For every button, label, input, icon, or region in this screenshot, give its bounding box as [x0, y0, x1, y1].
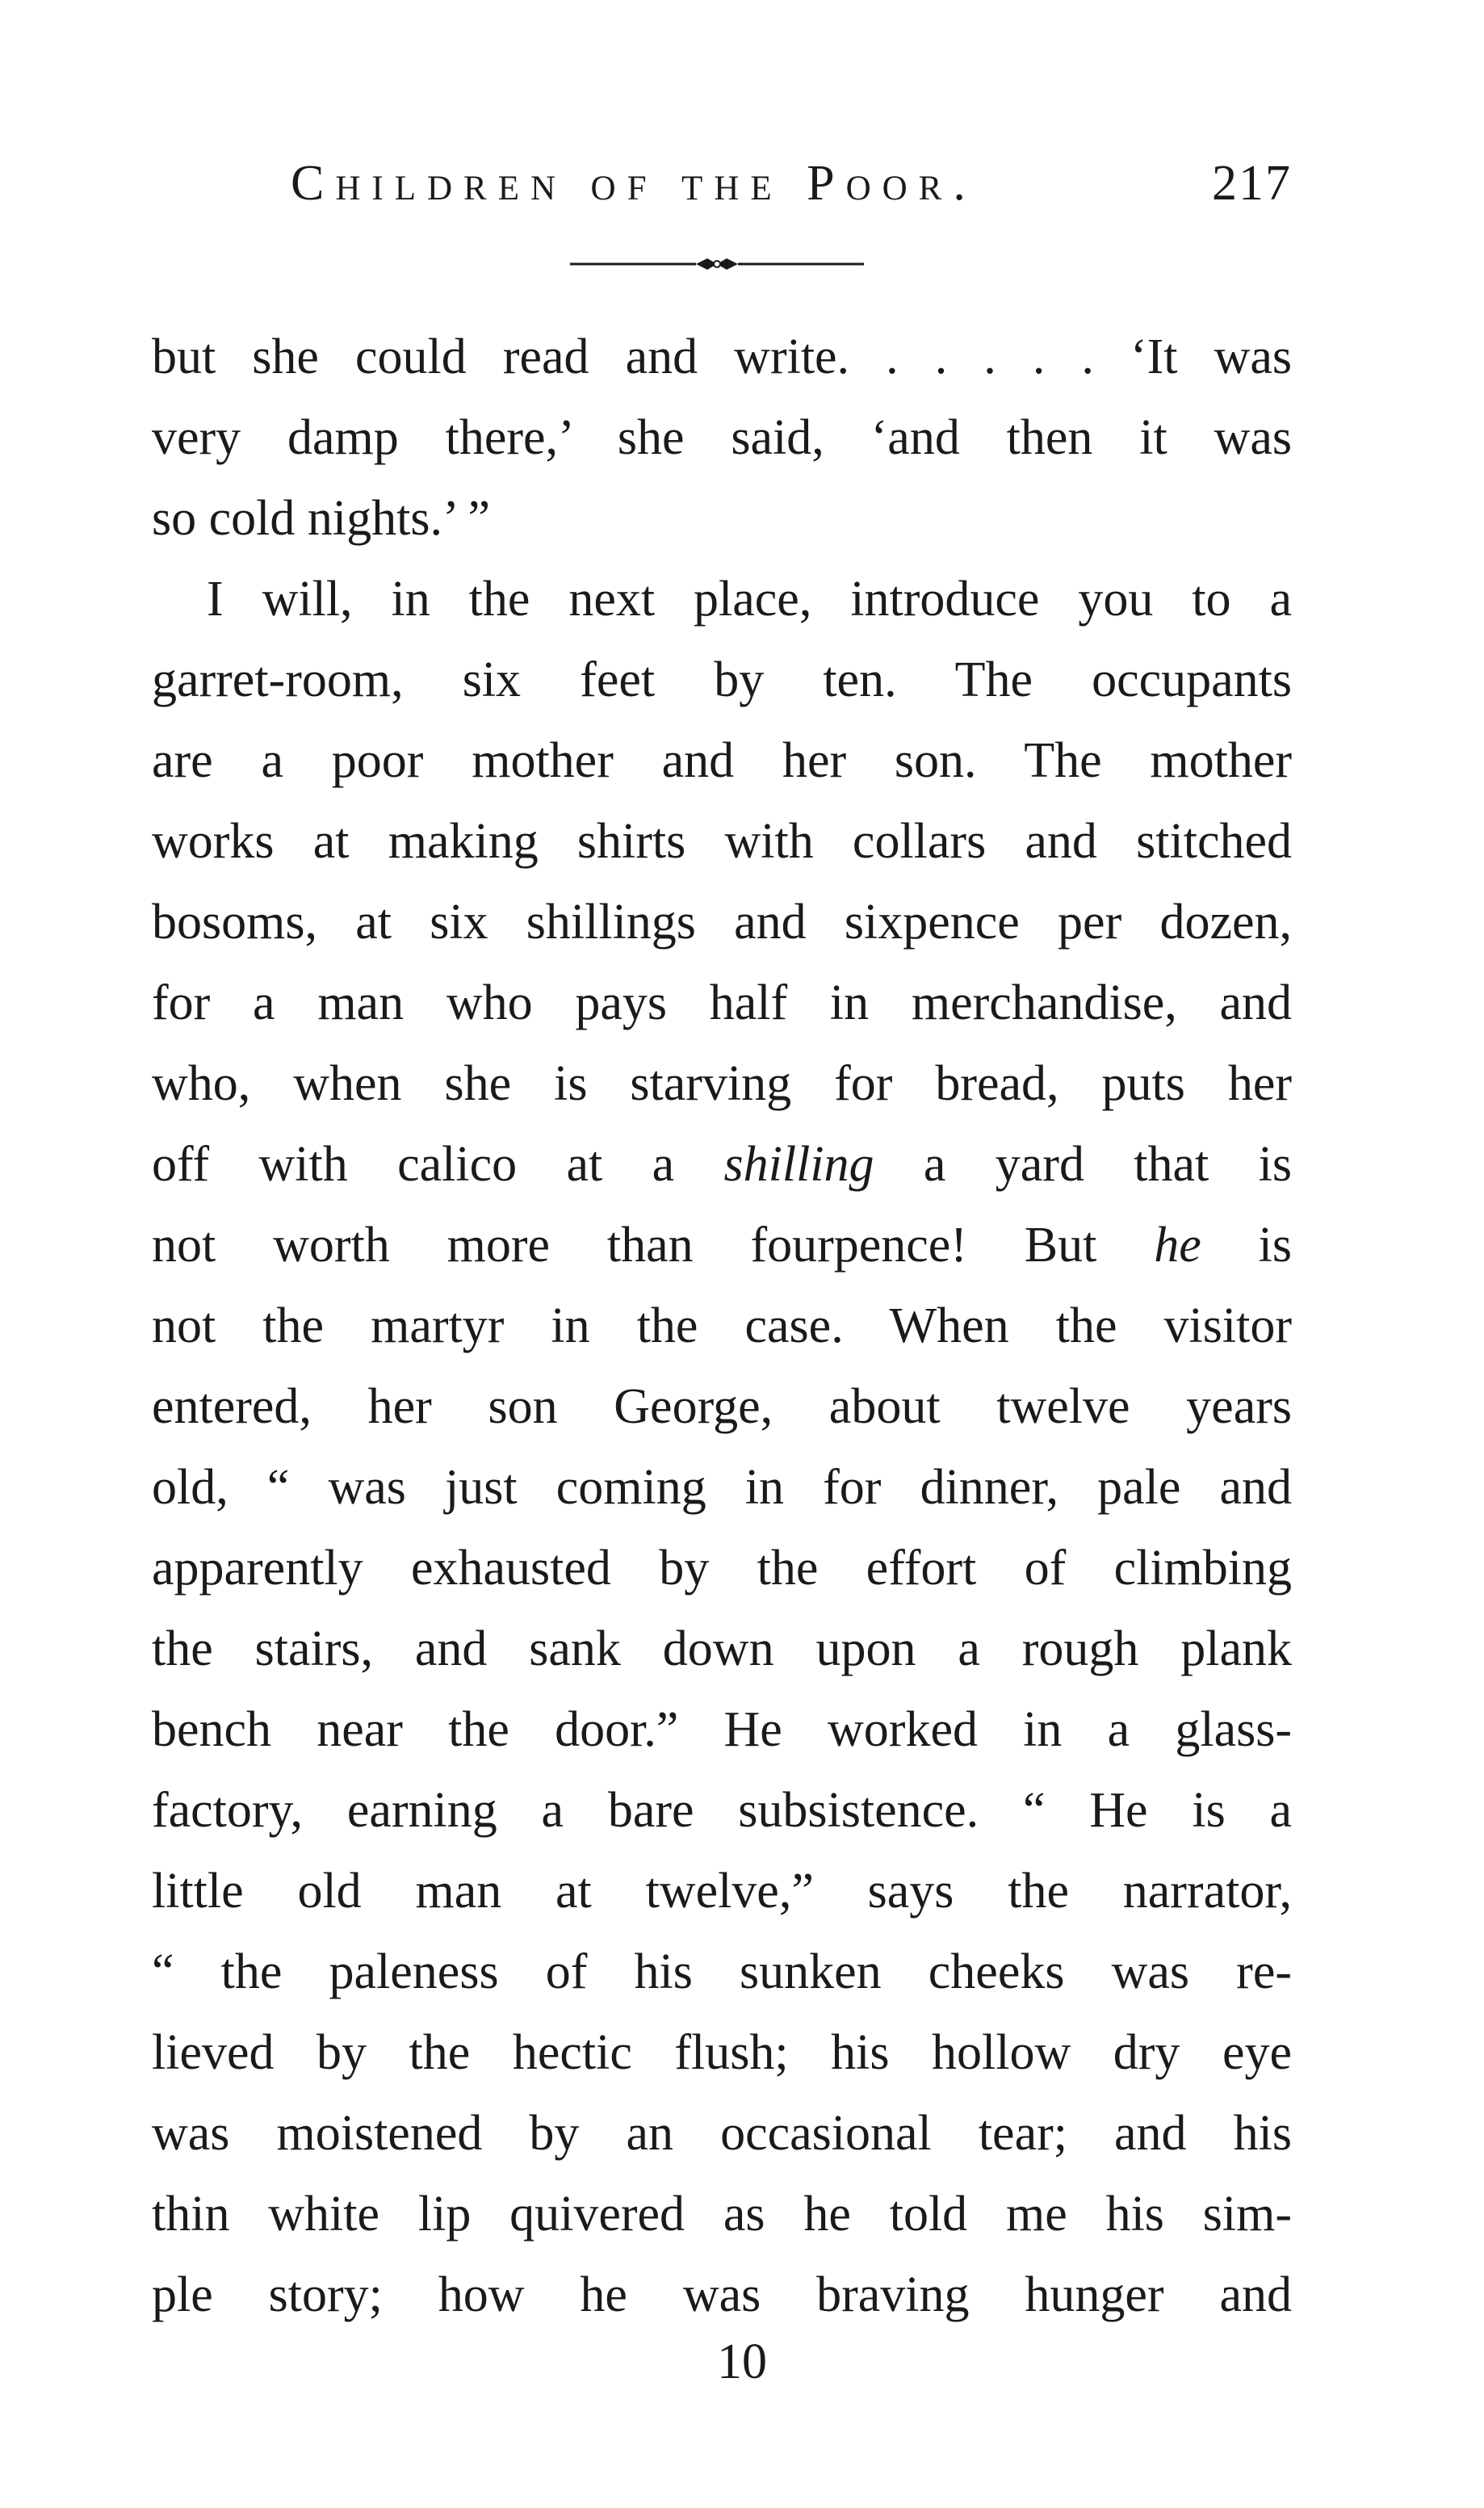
page-number: 217: [1212, 156, 1292, 211]
text-line: the stairs, and sank down upon a rough plank: [152, 1621, 1292, 1676]
text-run: off with calico at a: [152, 1137, 724, 1192]
text-line: bench near the door.” He worked in a glass-: [152, 1702, 1292, 1757]
text-line: factory, earning a bare subsistence. “ He is a: [152, 1783, 1292, 1838]
text-line: [152, 1205, 1292, 1285]
text-line: bosoms, at six shillings and sixpence per dozen,: [152, 895, 1292, 950]
text-line: ple story; how he was braving hunger and: [152, 2267, 1292, 2322]
text-line: so cold nights.’ ”: [152, 491, 491, 546]
ornament-rule-icon: [570, 252, 864, 276]
text-line: “ the paleness of his sunken cheeks was re-: [152, 1944, 1292, 1999]
body-text: [152, 317, 1292, 2335]
text-line: was moistened by an occasional tear; and his: [152, 2106, 1292, 2161]
text-run: is: [1201, 1218, 1292, 1273]
signature-mark: 10: [717, 2334, 767, 2389]
text-line: very damp there,’ she said, ‘and then it was: [152, 410, 1292, 465]
text-line: [152, 1124, 1292, 1205]
text-line: garret-room, six feet by ten. The occupants: [152, 652, 1292, 707]
text-line: but she could read and write. . . . . . ‘It was: [152, 329, 1292, 384]
text-line: apparently exhausted by the effort of climbing: [152, 1541, 1292, 1596]
italic-word: shilling: [723, 1137, 874, 1192]
text-line: are a poor mother and her son. The mother: [152, 733, 1292, 788]
text-run: not worth more than fourpence! But: [152, 1218, 1155, 1273]
text-line: works at making shirts with collars and stitched: [152, 814, 1292, 869]
text-line: old, “ was just coming in for dinner, pale and: [152, 1460, 1292, 1515]
text-line: lieved by the hectic flush; his hollow dry eye: [152, 2025, 1292, 2080]
running-title: Children of the Poor.: [291, 156, 977, 211]
text-line: who, when she is starving for bread, puts her: [152, 1056, 1292, 1111]
text-line: not the martyr in the case. When the visitor: [152, 1298, 1292, 1353]
text-line: little old man at twelve,” says the narrator,: [152, 1864, 1292, 1919]
text-line: entered, her son George, about twelve years: [152, 1379, 1292, 1434]
italic-word: he: [1154, 1218, 1201, 1273]
text-run: a yard that is: [874, 1137, 1292, 1192]
running-head: [291, 147, 1292, 220]
text-line: for a man who pays half in merchandise, and: [152, 975, 1292, 1030]
text-line: thin white lip quivered as he told me his sim-: [152, 2187, 1292, 2242]
text-line: I will, in the next place, introduce you to a: [207, 572, 1292, 627]
